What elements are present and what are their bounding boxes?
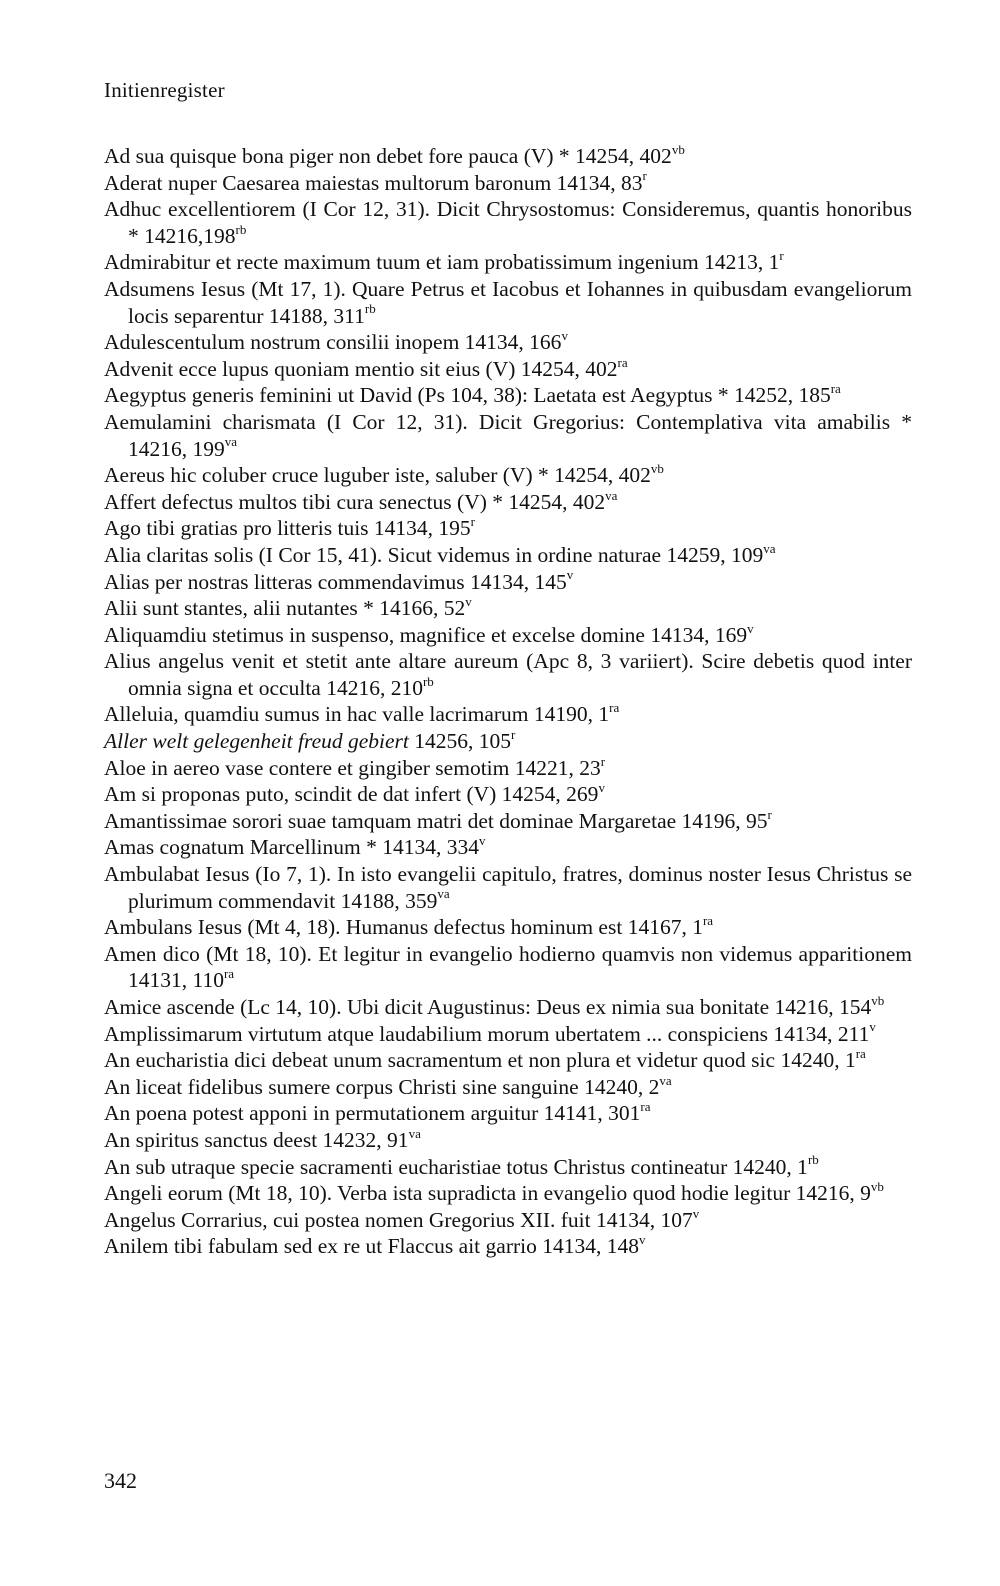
folio-side: rb <box>364 301 376 317</box>
entry-italic-incipit: Aller welt gelegenheit freud gebiert <box>104 729 409 754</box>
entry-text: Alleluia, quamdiu sumus in hac valle lacrimarum 14190, 1 <box>104 702 610 727</box>
index-entry <box>104 648 912 701</box>
folio-side: vb <box>870 1179 884 1194</box>
index-entry <box>104 1100 912 1127</box>
folio-side: va <box>605 487 618 503</box>
folio-side: v <box>869 1019 876 1035</box>
entry-text: Ad sua quisque bona piger non debet fore pauca (V) * 14254, 402 <box>104 144 672 168</box>
folio-side: va <box>659 1072 672 1088</box>
index-entry <box>104 914 912 941</box>
index-entry <box>104 994 912 1021</box>
index-entry <box>104 622 912 649</box>
index-entry <box>104 249 912 276</box>
entry-text: Alii sunt stantes, alii nutantes * 14166, 52 <box>104 596 466 621</box>
entry-text: Admirabitur et recte maximum tuum et iam probatissimum ingenium 14213, 1 <box>104 250 780 275</box>
folio-side: vb <box>671 141 685 157</box>
entry-text: Adsumens Iesus (Mt 17, 1). Quare Petrus et Iacobus et Iohannes in quibusdam evangeliorum locis separentur 14188, 311 <box>104 276 912 328</box>
index-entry <box>104 329 912 356</box>
index-entry <box>104 276 912 329</box>
entry-text: An spiritus sanctus deest 14232, 91 <box>104 1127 409 1152</box>
folio-side: r <box>767 806 772 822</box>
index-entry <box>104 1207 912 1234</box>
entry-text: Alius angelus venit et stetit ante altare aureum (Apc 8, 3 variiert). Scire debetis quod inter omnia signa et occulta 14216, 210 <box>104 649 912 700</box>
folio-side: ra <box>855 1046 866 1062</box>
folio-side: vb <box>871 992 885 1008</box>
folio-side: v <box>747 620 754 636</box>
entry-text: Aloe in aereo vase contere et gingiber semotim 14221, 23 <box>104 755 601 780</box>
index-entry <box>104 542 912 569</box>
entry-text: Amen dico (Mt 18, 10). Et legitur in evangelio hodierno quamvis non videmus apparitionem 14131, 110 <box>104 941 912 993</box>
entry-text: Aereus hic coluber cruce luguber iste, saluber (V) * 14254, 402 <box>104 463 651 488</box>
folio-side: ra <box>830 381 841 397</box>
index-entry <box>104 1074 912 1101</box>
folio-side: ra <box>609 700 620 716</box>
index-entry <box>104 1154 912 1181</box>
folio-side: rb <box>422 673 434 689</box>
folio-side: rb <box>807 1152 819 1168</box>
folio-side: rb <box>235 221 247 237</box>
folio-side: v <box>566 567 574 583</box>
index-entry <box>104 1233 912 1260</box>
entry-text: An liceat fidelibus sumere corpus Christi sine sanguine 14240, 2 <box>104 1074 660 1099</box>
folio-side: r <box>511 726 516 742</box>
folio-side: va <box>763 540 776 556</box>
entry-text: Anilem tibi fabulam sed ex re ut Flaccus ait garrio 14134, 148 <box>104 1234 639 1259</box>
folio-side: va <box>408 1125 421 1141</box>
index-entry <box>104 701 912 728</box>
index-entry <box>104 1021 912 1048</box>
index-entry <box>104 143 912 170</box>
index-entry <box>104 196 912 249</box>
index-entry <box>104 409 912 462</box>
entry-text: Angelus Corrarius, cui postea nomen Gregorius XII. fuit 14134, 107 <box>104 1207 693 1232</box>
index-entry-list <box>104 143 912 1260</box>
index-entry <box>104 382 912 409</box>
index-entry <box>104 356 912 383</box>
entry-text: An sub utraque specie sacramenti eucharistiae totus Christus contineatur 14240, 1 <box>104 1154 808 1179</box>
entry-text: Amice ascende (Lc 14, 10). Ubi dicit Augustinus: Deus ex nimia sua bonitate 14216, 154 <box>104 995 872 1019</box>
index-entry <box>104 808 912 835</box>
page-number: 342 <box>104 1468 137 1493</box>
folio-side: v <box>598 780 605 796</box>
folio-side: v <box>692 1205 700 1221</box>
entry-text: Aderat nuper Caesarea maiestas multorum baronum 14134, 83 <box>104 170 643 195</box>
index-entry <box>104 781 912 808</box>
folio-side: va <box>224 434 238 450</box>
folio-side: r <box>600 753 606 769</box>
entry-text: Amplissimarum virtutum atque laudabilium morum ubertatem ... conspiciens 14134, 211 <box>104 1021 870 1046</box>
index-entry <box>104 861 912 914</box>
folio-side: va <box>437 886 450 902</box>
folio-side: v <box>465 593 472 609</box>
index-entry <box>104 834 912 861</box>
index-entry <box>104 1127 912 1154</box>
entry-text: Am si proponas puto, scindit de dat infert (V) 14254, 269 <box>104 782 599 807</box>
entry-text: Aliquamdiu stetimus in suspenso, magnifice et excelse domine 14134, 169 <box>104 622 748 647</box>
entry-text: Ago tibi gratias pro litteris tuis 14134, 195 <box>104 516 471 541</box>
index-entry <box>104 941 912 994</box>
entry-text: Angeli eorum (Mt 18, 10). Verba ista supradicta in evangelio quod hodie legitur 14216, 9 <box>104 1181 871 1206</box>
folio-side: ra <box>617 354 628 370</box>
entry-text: Affert defectus multos tibi cura senectus (V) * 14254, 402 <box>104 489 606 514</box>
index-entry <box>104 755 912 782</box>
folio-side: r <box>470 514 476 530</box>
folio-side: v <box>638 1232 646 1248</box>
entry-text: 14256, 105 <box>414 729 512 754</box>
entry-text: Adulescentulum nostrum consilii inopem 14134, 166 <box>104 330 562 355</box>
entry-text: An eucharistia dici debeat unum sacramentum et non plura et videtur quod sic 14240, 1 <box>104 1048 856 1073</box>
folio-side: vb <box>650 460 664 476</box>
folio-side: r <box>642 168 647 184</box>
folio-side: v <box>561 328 568 343</box>
index-entry <box>104 515 912 542</box>
index-entry <box>104 595 912 622</box>
entry-text: Adhuc excellentiorem (I Cor 12, 31). Dicit Chrysostomus: Consideremus, quantis honoribus * 14216,198 <box>104 197 912 248</box>
index-entry <box>104 170 912 197</box>
entry-text: Amantissimae sorori suae tamquam matri det dominae Margaretae 14196, 95 <box>104 808 768 833</box>
folio-side: v <box>479 833 486 849</box>
entry-text: Advenit ecce lupus quoniam mentio sit eius (V) 14254, 402 <box>104 356 618 381</box>
folio-side: ra <box>702 913 714 929</box>
entry-text: Ambulabat Iesus (Io 7, 1). In isto evangelii capitulo, fratres, dominus noster Iesus Christus se plurimum commendavit 14188, 359 <box>104 862 912 913</box>
entry-text: An poena potest apponi in permutationem arguitur 14141, 301 <box>104 1101 641 1126</box>
folio-side: ra <box>223 966 235 982</box>
entry-text: Alia claritas solis (I Cor 15, 41). Sicut videmus in ordine naturae 14259, 109 <box>104 542 764 567</box>
folio-side: r <box>779 248 784 264</box>
running-head: Initienregister <box>104 78 225 102</box>
index-entry <box>104 1180 912 1207</box>
entry-text: Aegyptus generis feminini ut David (Ps 104, 38): Laetata est Aegyptus * 14252, 185 <box>104 383 831 408</box>
index-entry <box>104 489 912 516</box>
entry-text: Amas cognatum Marcellinum * 14134, 334 <box>104 835 479 860</box>
entry-text: Alias per nostras litteras commendavimus 14134, 145 <box>104 569 567 594</box>
folio-side: ra <box>640 1099 651 1115</box>
index-entry <box>104 462 912 489</box>
index-entry <box>104 569 912 596</box>
entry-text: Ambulans Iesus (Mt 4, 18). Humanus defectus hominum est 14167, 1 <box>104 915 703 940</box>
index-entry <box>104 1047 912 1074</box>
entry-text: Aemulamini charismata (I Cor 12, 31). Dicit Gregorius: Contemplativa vita amabilis * 14216, 199 <box>104 409 912 461</box>
index-entry <box>104 728 912 755</box>
